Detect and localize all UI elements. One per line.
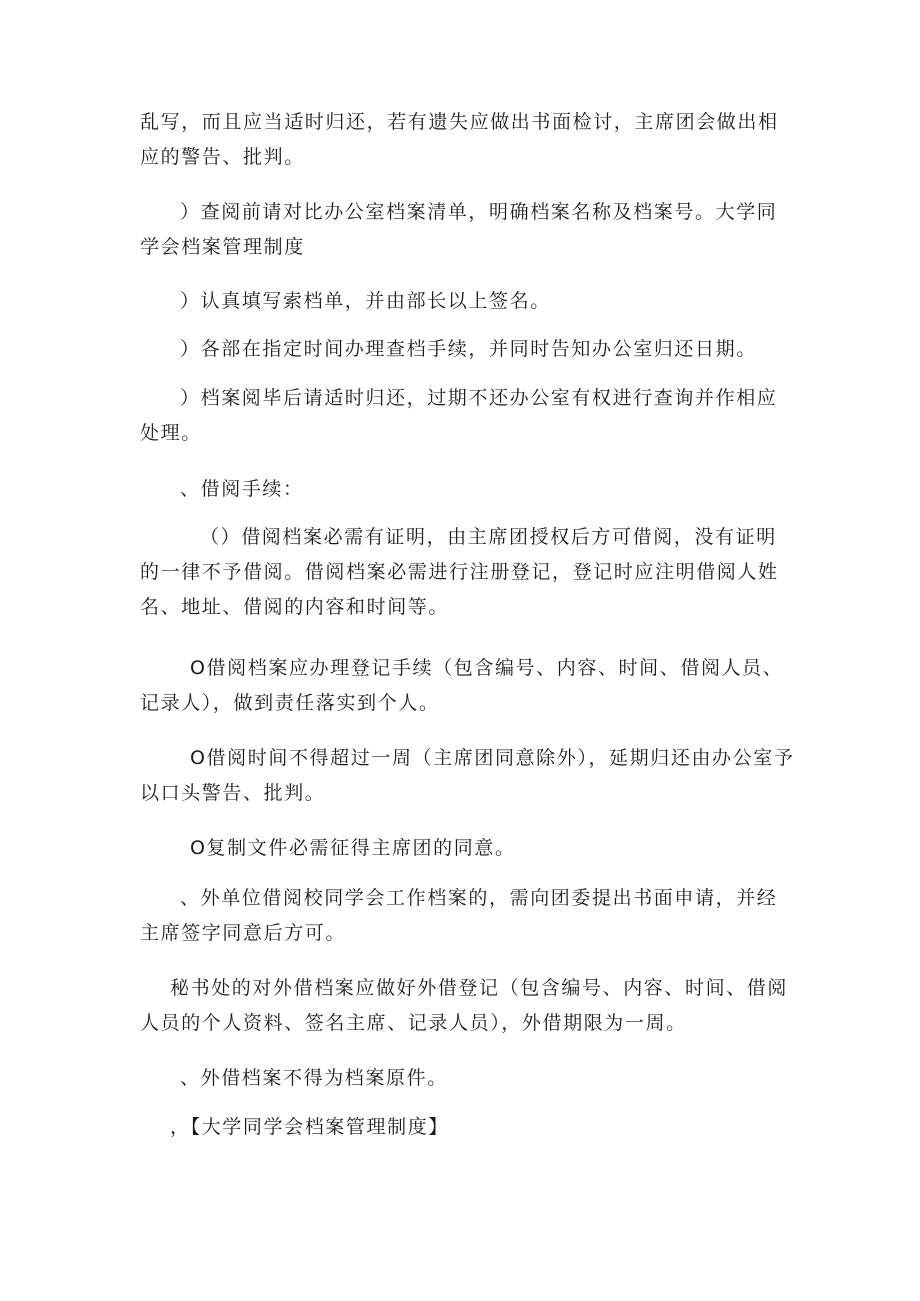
paragraph-document-title-reference: ，【大学同学会档案管理制度】 bbox=[170, 1116, 449, 1138]
paragraph-fill-request-form: ）认真填写索档单，并由部长以上签名。 bbox=[180, 290, 551, 312]
paragraph-borrowing-heading: 、借阅手续： bbox=[180, 478, 304, 500]
paragraph-department-procedure: ）各部在指定时间办理查档手续，并同时告知办公室归还日期。 bbox=[180, 338, 757, 360]
paragraph-borrowing-proof: （）借阅档案必需有证明，由主席团授权后方可借阅，没有证明的一律不予借阅。借阅档案必需进行注册登记，登记时应注明借阅人姓名、地址、借阅的内容和时间等。 bbox=[140, 526, 779, 618]
paragraph-copy-consent: O复制文件必需征得主席团的同意。 bbox=[190, 837, 516, 859]
paragraph-external-loan-registration: 秘书处的对外借档案应做好外借登记（包含编号、内容、时间、借阅人员的个人资料、签名主席、记录人员），外借期限为一周。 bbox=[140, 977, 789, 1034]
paragraph-check-archive-list: ）查阅前请对比办公室档案清单，明确档案名称及档案号。大学同学会档案管理制度 bbox=[140, 201, 778, 258]
paragraph-borrowing-registration: O借阅档案应办理登记手续（包含编号、内容、时间、借阅人员、记录人），做到责任落实到个人。 bbox=[140, 657, 784, 714]
paragraph-external-unit-request: 、外单位借阅校同学会工作档案的，需向团委提出书面申请，并经主席签字同意后方可。 bbox=[140, 887, 778, 944]
paragraph-no-original-loan: 、外借档案不得为档案原件。 bbox=[180, 1067, 448, 1089]
paragraph-borrowing-period: O借阅时间不得超过一周（主席团同意除外），延期归还由办公室予以口头警告、批判。 bbox=[140, 747, 795, 804]
paragraph-timely-return: ）档案阅毕后请适时归还，过期不还办公室有权进行查询并作相应处理。 bbox=[140, 387, 778, 444]
paragraph-lost-archive-warning: 乱写，而且应当适时归还，若有遗失应做出书面检讨，主席团会做出相应的警告、批判。 bbox=[140, 111, 779, 168]
